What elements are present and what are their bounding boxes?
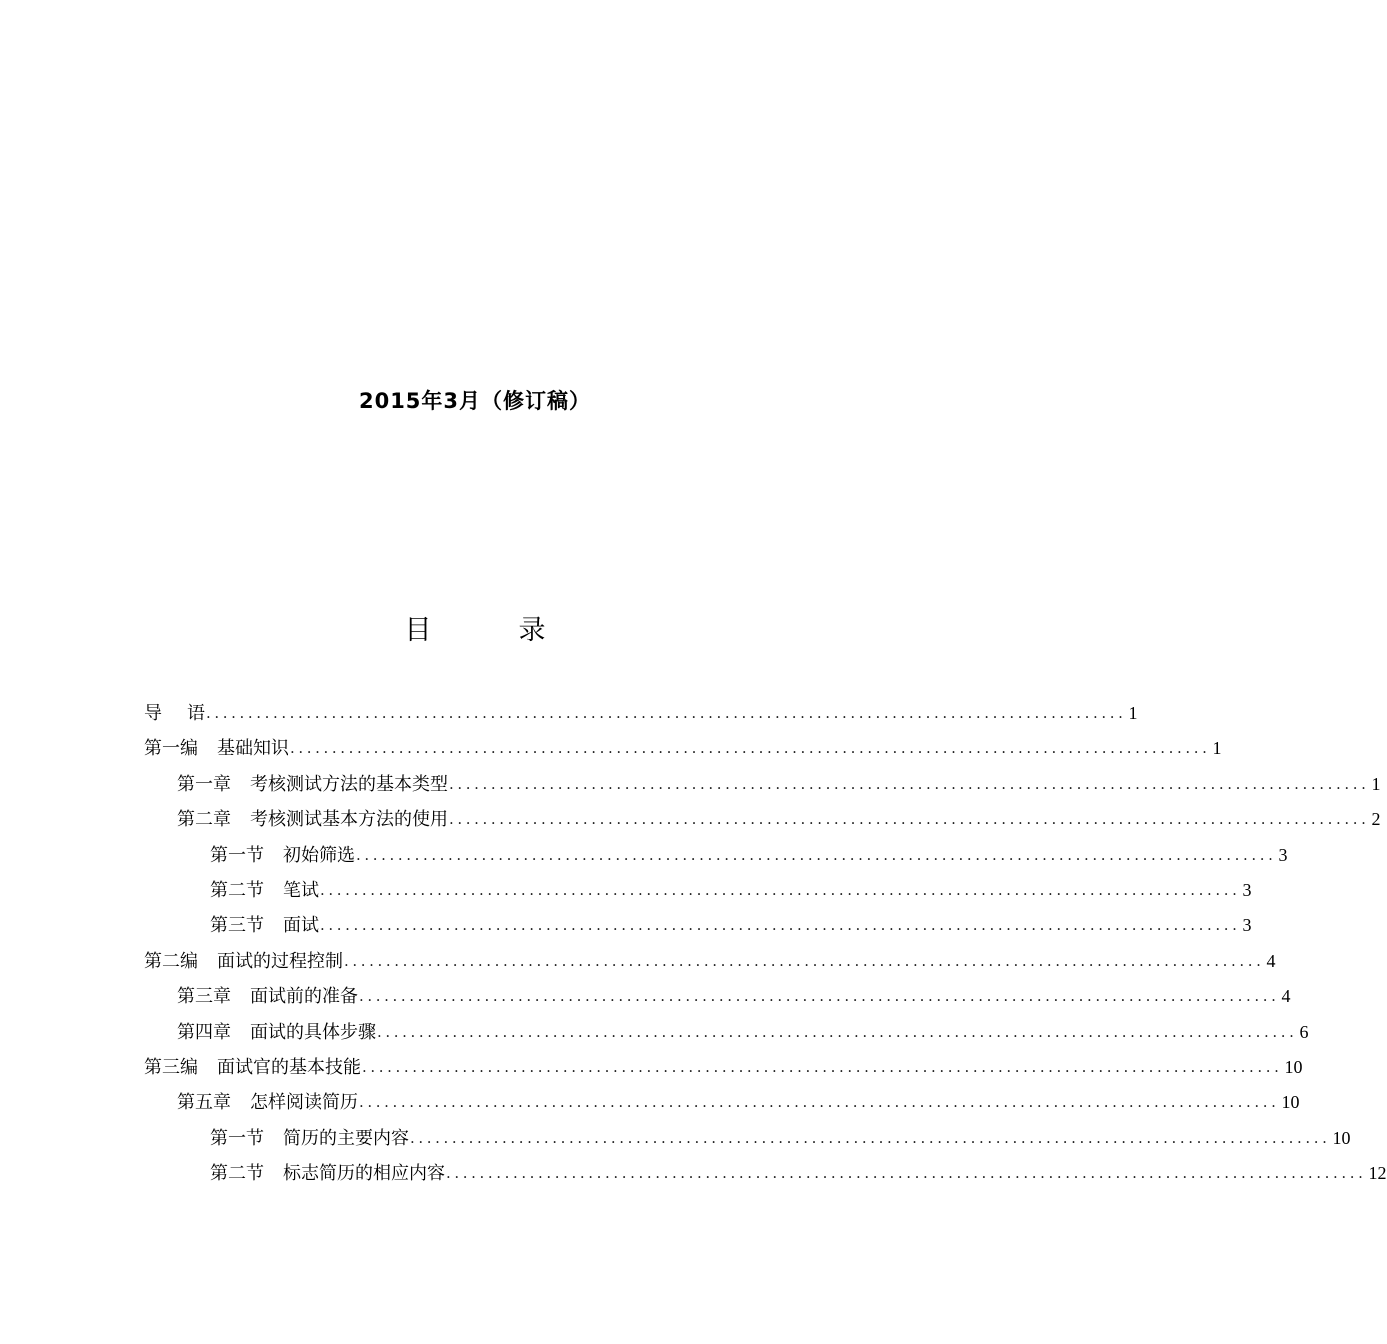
toc-entry-title: 面试官的基本技能 [217, 1056, 361, 1078]
toc-entry-label [144, 731, 289, 766]
toc-entry-number: 导 [144, 702, 162, 724]
toc-entry-label [210, 908, 319, 943]
toc-entry-label [210, 873, 319, 908]
toc-leader-dots: .............................................................................................................. [344, 951, 1265, 970]
toc-leader-dots: .............................................................................................................. [290, 739, 1211, 758]
toc-entry[interactable] [144, 1085, 1300, 1120]
toc-entry[interactable] [144, 731, 1222, 766]
toc-entry-number: 第三章 [177, 986, 231, 1008]
toc-entry-number: 第二章 [177, 809, 231, 831]
toc-entry-label [210, 838, 355, 873]
toc-leader-dots: .............................................................................................................. [206, 703, 1127, 722]
toc-entry-title: 简历的主要内容 [283, 1127, 409, 1149]
toc-leader-dots: .............................................................................................................. [356, 845, 1277, 864]
toc-entry[interactable] [144, 802, 1381, 837]
toc-entry-label [177, 1085, 358, 1120]
toc-entry-title: 面试前的准备 [250, 986, 358, 1008]
toc-leader-dots: .............................................................................................................. [359, 987, 1280, 1006]
toc-entry[interactable] [144, 873, 1252, 908]
toc-page-number: 4 [1266, 950, 1276, 971]
toc-entry-title: 语 [187, 702, 205, 724]
toc-entry-number: 第二节 [210, 1163, 264, 1185]
toc-leader-dots: .............................................................................................................. [449, 774, 1370, 793]
toc-entry-label [177, 1015, 376, 1050]
toc-entry-title: 笔试 [283, 879, 319, 901]
toc-entry-number: 第二编 [144, 950, 198, 972]
toc-entry[interactable] [144, 838, 1288, 873]
toc-entry-label [177, 767, 448, 802]
toc-entry-label [210, 1121, 409, 1156]
toc-entry-number: 第四章 [177, 1021, 231, 1043]
toc-leader-dots: .............................................................................................................. [320, 880, 1241, 899]
toc-entry-title: 面试的过程控制 [217, 950, 343, 972]
toc-page-number: 10 [1332, 1127, 1351, 1148]
toc-leader-dots: .............................................................................................................. [320, 916, 1241, 935]
toc-page-number: 2 [1371, 809, 1381, 830]
toc-entry-title: 标志简历的相应内容 [283, 1163, 445, 1185]
toc-leader-dots: .............................................................................................................. [359, 1093, 1280, 1112]
toc-page-number: 3 [1278, 844, 1288, 865]
toc-entry-label [144, 696, 205, 731]
toc-entry-label [210, 1156, 445, 1191]
toc-entry[interactable] [144, 979, 1291, 1014]
toc-page-number: 1 [1212, 738, 1222, 759]
toc-entry[interactable] [144, 944, 1276, 979]
toc-leader-dots: .............................................................................................................. [362, 1057, 1283, 1076]
toc-entry-number: 第五章 [177, 1092, 231, 1114]
toc-entry-number: 第三编 [144, 1056, 198, 1078]
toc-entry[interactable] [144, 696, 1138, 731]
toc-entry-label [177, 979, 358, 1014]
toc-leader-dots: .............................................................................................................. [410, 1128, 1331, 1147]
toc-leader-dots: .............................................................................................................. [449, 810, 1370, 829]
toc-entry-number: 第一章 [177, 773, 231, 795]
toc-page-number: 3 [1242, 879, 1252, 900]
toc-page-number: 6 [1299, 1021, 1309, 1042]
toc-page-number: 4 [1281, 986, 1291, 1007]
toc-entry-number: 第三节 [210, 915, 264, 937]
toc-entry-number: 第一编 [144, 738, 198, 760]
toc-entry[interactable] [144, 1156, 1387, 1191]
toc-entry-number: 第一节 [210, 1127, 264, 1149]
toc-entry-title: 基础知识 [217, 738, 289, 760]
toc-entry-label [144, 1050, 361, 1085]
toc-page-number: 10 [1284, 1056, 1303, 1077]
toc-entry-title: 面试的具体步骤 [250, 1021, 376, 1043]
toc-entry-number: 第二节 [210, 879, 264, 901]
toc-entry[interactable] [144, 908, 1252, 943]
toc-entry[interactable] [144, 1050, 1303, 1085]
toc-entry-label [144, 944, 343, 979]
toc-entry[interactable] [144, 1121, 1351, 1156]
toc-page-number: 3 [1242, 915, 1252, 936]
toc-page-number: 12 [1368, 1163, 1387, 1184]
toc-entry-title: 考核测试方法的基本类型 [250, 773, 448, 795]
toc-entry-title: 面试 [283, 915, 319, 937]
toc-leader-dots: .............................................................................................................. [377, 1022, 1298, 1041]
toc-leader-dots: .............................................................................................................. [446, 1164, 1367, 1183]
toc-entry[interactable] [144, 1015, 1309, 1050]
toc-page-number: 1 [1371, 773, 1381, 794]
document-date-line: 2015年3月（修订稿） [358, 389, 592, 413]
toc-entry-title: 怎样阅读简历 [250, 1092, 358, 1114]
toc-entry-title: 初始筛选 [283, 844, 355, 866]
toc-entry-number: 第一节 [210, 844, 264, 866]
toc-entry[interactable] [144, 767, 1381, 802]
table-of-contents [144, 696, 1387, 1191]
toc-title: 目 录 [404, 615, 576, 646]
toc-entry-title: 考核测试基本方法的使用 [250, 809, 448, 831]
toc-entry-label [177, 802, 448, 837]
toc-page-number: 10 [1281, 1092, 1300, 1113]
toc-page-number: 1 [1128, 702, 1138, 723]
